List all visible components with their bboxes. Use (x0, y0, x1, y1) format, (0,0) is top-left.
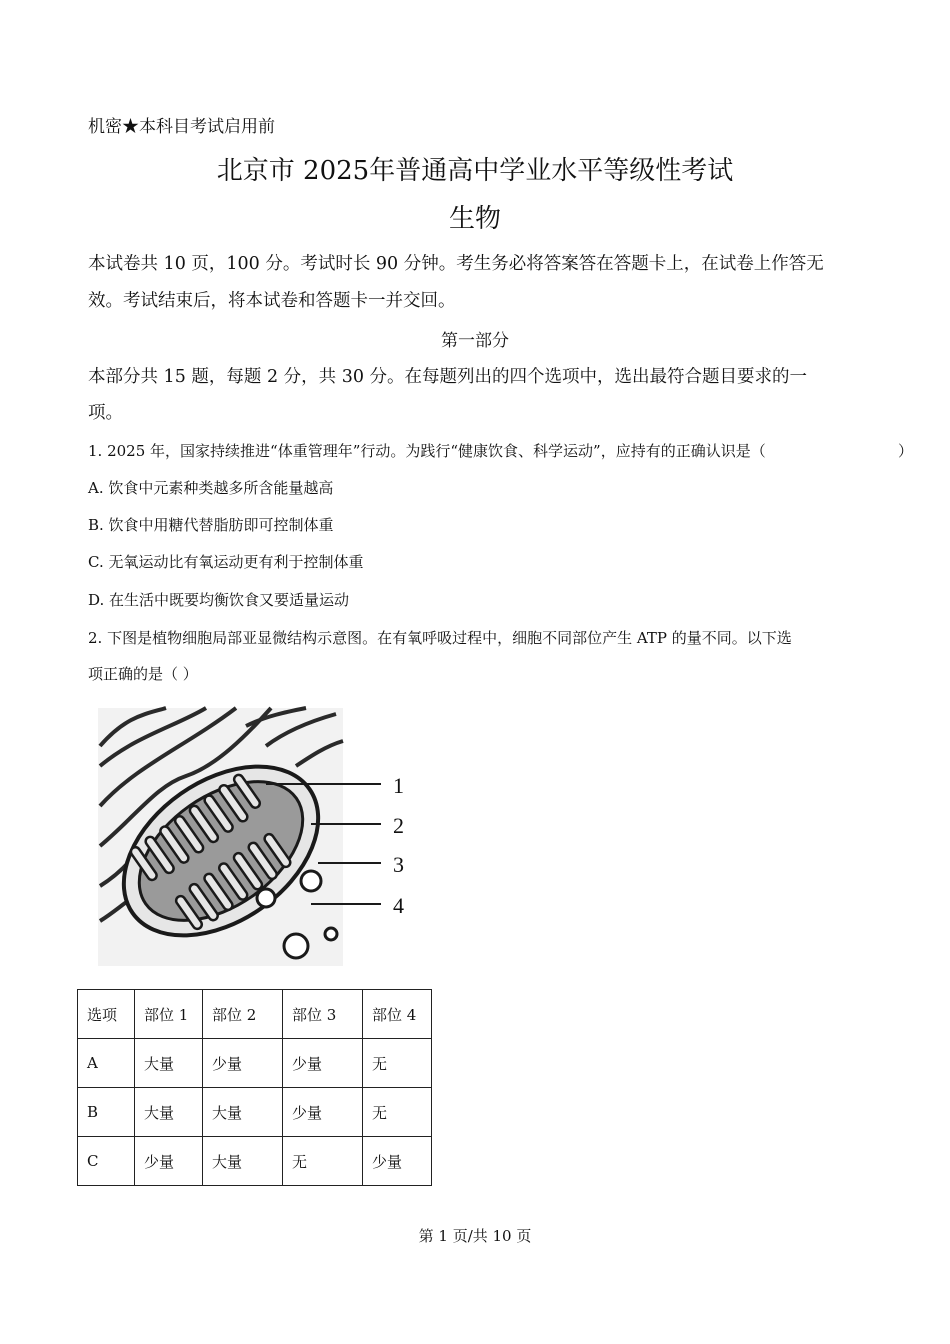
question-1-paren: ） (898, 442, 914, 460)
question-1-stem: 1. 2025 年，国家持续推进“体重管理年”行动。为践行“健康饮食、科学运动”，应持有的正确认识是（ (88, 442, 766, 460)
table-cell: 少量 (283, 1039, 363, 1088)
question-2-stem-line2: 项正确的是（ ） (88, 665, 198, 683)
table-cell: 少量 (135, 1137, 203, 1186)
table-cell: 无 (363, 1088, 432, 1137)
table-cell: 少量 (363, 1137, 432, 1186)
part-description-line2: 项。 (88, 403, 123, 423)
question-1-option-c: C. 无氧运动比有氧运动更有利于控制体重 (88, 553, 364, 571)
table-header-cell: 部位 3 (283, 990, 363, 1039)
table-cell: 少量 (283, 1088, 363, 1137)
mitochondrion-figure (96, 706, 426, 978)
figure-label-3: 3 (393, 852, 404, 877)
table-header-cell: 选项 (78, 990, 135, 1039)
table-cell: 大量 (203, 1137, 283, 1186)
question-2-stem-line1: 2. 下图是植物细胞局部亚显微结构示意图。在有氧呼吸过程中，细胞不同部位产生 ATP 的量不同。以下选 (88, 629, 792, 647)
table-cell: 无 (363, 1039, 432, 1088)
figure-label-4: 4 (393, 893, 404, 918)
table-header-cell: 部位 4 (363, 990, 432, 1039)
table-cell: B (78, 1088, 135, 1137)
page-footer: 第 1 页/共 10 页 (418, 1227, 532, 1245)
table-row (78, 1088, 432, 1137)
exam-title: 北京市 2025年普通高中学业水平等级性考试 (216, 156, 734, 186)
instructions-line1: 本试卷共 10 页，100 分。考试时长 90 分钟。考生务必将答案答在答题卡上，在试卷上作答无 (88, 254, 824, 274)
table-row (78, 1039, 432, 1088)
instructions-line2: 效。考试结束后，将本试卷和答题卡一并交回。 (88, 291, 456, 311)
question-1-option-b: B. 饮食中用糖代替脂肪即可控制体重 (88, 516, 334, 534)
confidential-notice: 机密★本科目考试启用前 (88, 117, 275, 137)
table-header-row (78, 990, 432, 1039)
table-cell: 大量 (135, 1039, 203, 1088)
question-2-table (77, 989, 432, 1186)
table-header-cell: 部位 2 (203, 990, 283, 1039)
part-description-line1: 本部分共 15 题，每题 2 分，共 30 分。在每题列出的四个选项中，选出最符合题目要求的一 (88, 367, 808, 387)
table-cell: 无 (283, 1137, 363, 1186)
subject-title: 生物 (448, 204, 501, 234)
table-cell: 大量 (135, 1088, 203, 1137)
table-cell: C (78, 1137, 135, 1186)
table-cell: 大量 (203, 1088, 283, 1137)
part-heading: 第一部分 (441, 331, 509, 351)
question-1-option-d: D. 在生活中既要均衡饮食又要适量运动 (88, 591, 350, 609)
table-cell: A (78, 1039, 135, 1088)
figure-label-1: 1 (393, 773, 404, 798)
table-cell: 少量 (203, 1039, 283, 1088)
figure-label-2: 2 (393, 813, 404, 838)
table-header-cell: 部位 1 (135, 990, 203, 1039)
table-row (78, 1137, 432, 1186)
question-1-option-a: A. 饮食中元素种类越多所含能量越高 (88, 479, 334, 497)
